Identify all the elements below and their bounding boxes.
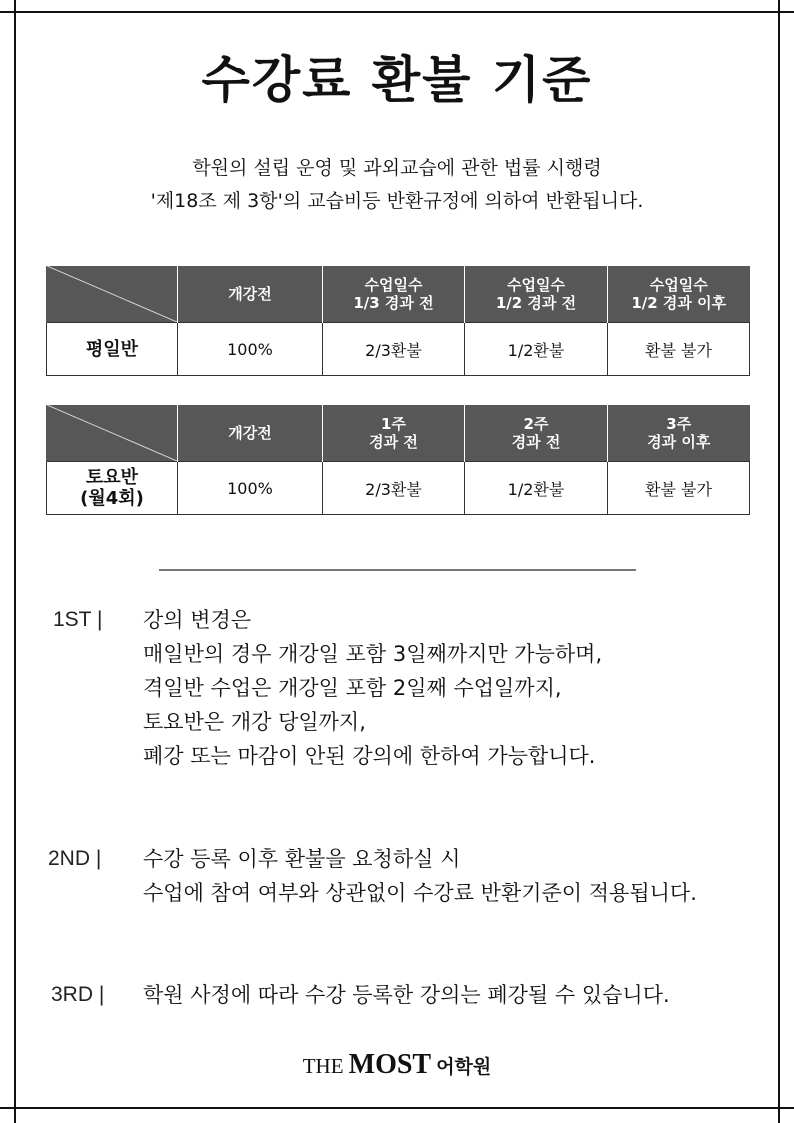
rule-line: 매일반의 경우 개강일 포함 3일째까지만 가능하며, [143, 642, 603, 666]
intro-text [0, 152, 794, 218]
table-cell: 1/2환불 [465, 323, 608, 376]
rule-body [143, 603, 602, 773]
rule-label: 1ST | [53, 608, 103, 631]
rule-line: 토요반은 개강 당일까지, [143, 710, 366, 734]
brand-the: THE [302, 1054, 344, 1078]
rule-label: 2ND | [48, 847, 102, 870]
table-cell: 2/3환불 [323, 323, 465, 376]
corner-cell [47, 266, 178, 323]
page-border-top [0, 11, 794, 13]
table-cell: 100% [178, 462, 323, 515]
table-cell: 1/2환불 [465, 462, 608, 515]
saturday-refund-table [46, 405, 750, 515]
rule-line: 폐강 또는 마감이 안된 강의에 한하여 가능합니다. [143, 744, 596, 768]
table-cell: 환불 불가 [608, 462, 750, 515]
footer-brand [0, 1049, 794, 1081]
corner-cell [47, 405, 178, 462]
header-before-start: 개강전 [178, 266, 323, 323]
row-label-saturday: 토요반 (월4회) [47, 462, 178, 515]
table-header-row [47, 266, 750, 323]
header-one-half: 수업일수 1/2 경과 전 [465, 266, 608, 323]
page-border-bottom [0, 1107, 794, 1109]
rule-body [143, 978, 670, 1012]
intro-line-1: 학원의 설립 운영 및 과외교습에 관한 법률 시행령 [192, 157, 602, 179]
diagonal-line [47, 405, 177, 461]
rule-line: 학원 사정에 따라 수강 등록한 강의는 폐강될 수 있습니다. [143, 983, 670, 1007]
section-divider [159, 569, 636, 571]
rule-body [143, 842, 697, 910]
header-before-start: 개강전 [178, 405, 323, 462]
weekday-refund-table [46, 266, 750, 376]
rule-line: 강의 변경은 [143, 608, 252, 632]
header-after-half: 수업일수 1/2 경과 이후 [608, 266, 750, 323]
intro-line-2: '제18조 제 3항'의 교습비등 반환규정에 의하여 반환됩니다. [150, 190, 644, 212]
rule-line: 수업에 참여 여부와 상관없이 수강료 반환기준이 적용됩니다. [143, 881, 697, 905]
table-header-row [47, 405, 750, 462]
table-cell: 100% [178, 323, 323, 376]
header-week-3: 3주 경과 이후 [608, 405, 750, 462]
table-row [47, 462, 750, 515]
diagonal-line [47, 266, 177, 322]
rule-line: 격일반 수업은 개강일 포함 2일째 수업일까지, [143, 676, 562, 700]
brand-academy: 어학원 [436, 1056, 492, 1078]
brand-most: MOST [348, 1049, 432, 1080]
table-row [47, 323, 750, 376]
header-week-1: 1주 경과 전 [323, 405, 465, 462]
rule-line: 수강 등록 이후 환불을 요청하실 시 [143, 847, 461, 871]
header-one-third: 수업일수 1/3 경과 전 [323, 266, 465, 323]
row-label-weekday: 평일반 [47, 323, 178, 376]
header-week-2: 2주 경과 전 [465, 405, 608, 462]
page-title: 수강료 환불 기준 [201, 51, 593, 109]
table-cell: 환불 불가 [608, 323, 750, 376]
table-cell: 2/3환불 [323, 462, 465, 515]
rule-label: 3RD | [51, 983, 105, 1006]
